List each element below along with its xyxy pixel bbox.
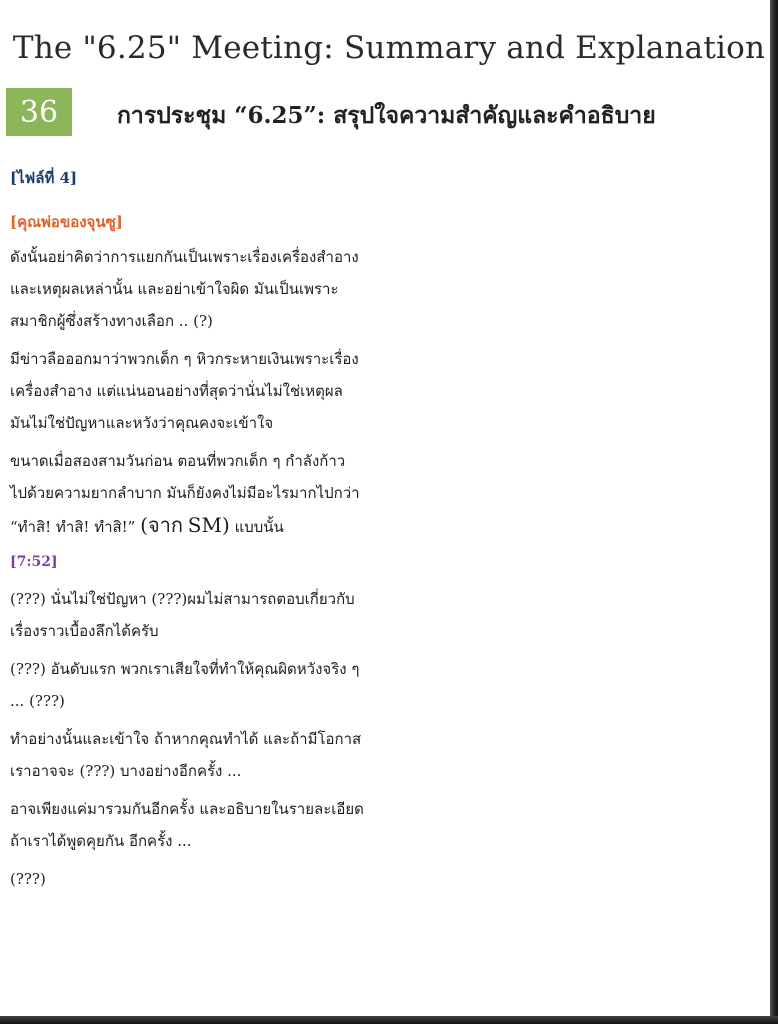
paragraph-line: ดังนั้นอย่าคิดว่าการแยกกันเป็นเพราะเรื่องเครื่องสำอาง [10,248,359,266]
paragraph-line: สมาชิกผู้ซึ่งสร้างทางเลือก .. (?) [10,312,213,330]
paragraph-line: มีข่าวลือออกมาว่าพวกเด็ก ๆ หิวกระหายเงินเพราะเรื่อง [10,350,359,368]
transcript-paragraph [10,863,410,895]
source-open: (จาก [140,513,184,537]
transcript-paragraph [10,793,410,857]
paragraph-line: อาจเพียงแค่มารวมกันอีกครั้ง และอธิบายในรายละเอียด [10,800,364,818]
transcript-paragraph [10,241,410,337]
page-subtitle: การประชุม “6.25”: สรุปใจความสำคัญและคำอธิบาย [117,102,656,129]
file-tag: [ไฟล์ที่ 4] [10,169,78,187]
page-bottom-shadow [0,1016,778,1024]
paragraph-line: ไปด้วยความยากลำบาก มันก็ยังคงไม่มีอะไรมากไปกว่า [10,484,360,502]
page-title: The "6.25" Meeting: Summary and Explanation [12,30,766,66]
page-edge-shadow [770,0,778,1024]
paragraph-line: (???) [10,870,46,888]
paragraphs-after-time [10,583,410,895]
transcript-paragraph [10,445,410,543]
transcript-paragraph [10,653,410,717]
transcript-paragraph [10,583,410,647]
paragraph-line: (???) อันดับแรก พวกเราเสียใจที่ทำให้คุณผิดหวังจริง ๆ [10,660,360,678]
paragraph-line: ขนาดเมื่อสองสามวันก่อน ตอนที่พวกเด็ก ๆ กำลังก้าว [10,452,346,470]
transcript-content [10,165,410,901]
paragraph-line: เราอาจจะ (???) บางอย่างอีกครั้ง ... [10,762,242,780]
timestamp-label: [7:52] [10,554,58,570]
paragraph-line: (???) นั่นไม่ใช่ปัญหา (???)ผมไม่สามารถตอบเกี่ยวกับ [10,590,355,608]
paragraph-line: มันไม่ใช่ปัญหาและหวังว่าคุณคงจะเข้าใจ [10,414,274,432]
paragraph-line [10,509,410,543]
speaker-label: [คุณพ่อของจุนซู] [10,213,123,231]
quote-text: “ทำสิ! ทำสิ! ทำสิ!” [10,518,136,536]
paragraph-line: ... (???) [10,692,65,710]
paragraph-line: ทำอย่างนั้นและเข้าใจ ถ้าหากคุณทำได้ และถ้ามีโอกาส [10,730,362,748]
slide-number-badge: 36 [6,88,72,136]
paragraph-line: ถ้าเราได้พูดคุยกัน อีกครั้ง ... [10,832,192,850]
quote-tail: แบบนั้น [234,518,284,536]
source-sm: SM) [187,513,230,537]
transcript-paragraph [10,343,410,439]
paragraph-line: เรื่องราวเบื้องลึกได้ครับ [10,622,159,640]
transcript-paragraph [10,723,410,787]
paragraphs-before-time [10,241,410,543]
paragraph-line: และเหตุผลเหล่านั้น และอย่าเข้าใจผิด มันเป็นเพราะ [10,280,339,298]
paragraph-line: เครื่องสำอาง แต่แน่นอนอย่างที่สุดว่านั่นไม่ใช่เหตุผล [10,382,343,400]
